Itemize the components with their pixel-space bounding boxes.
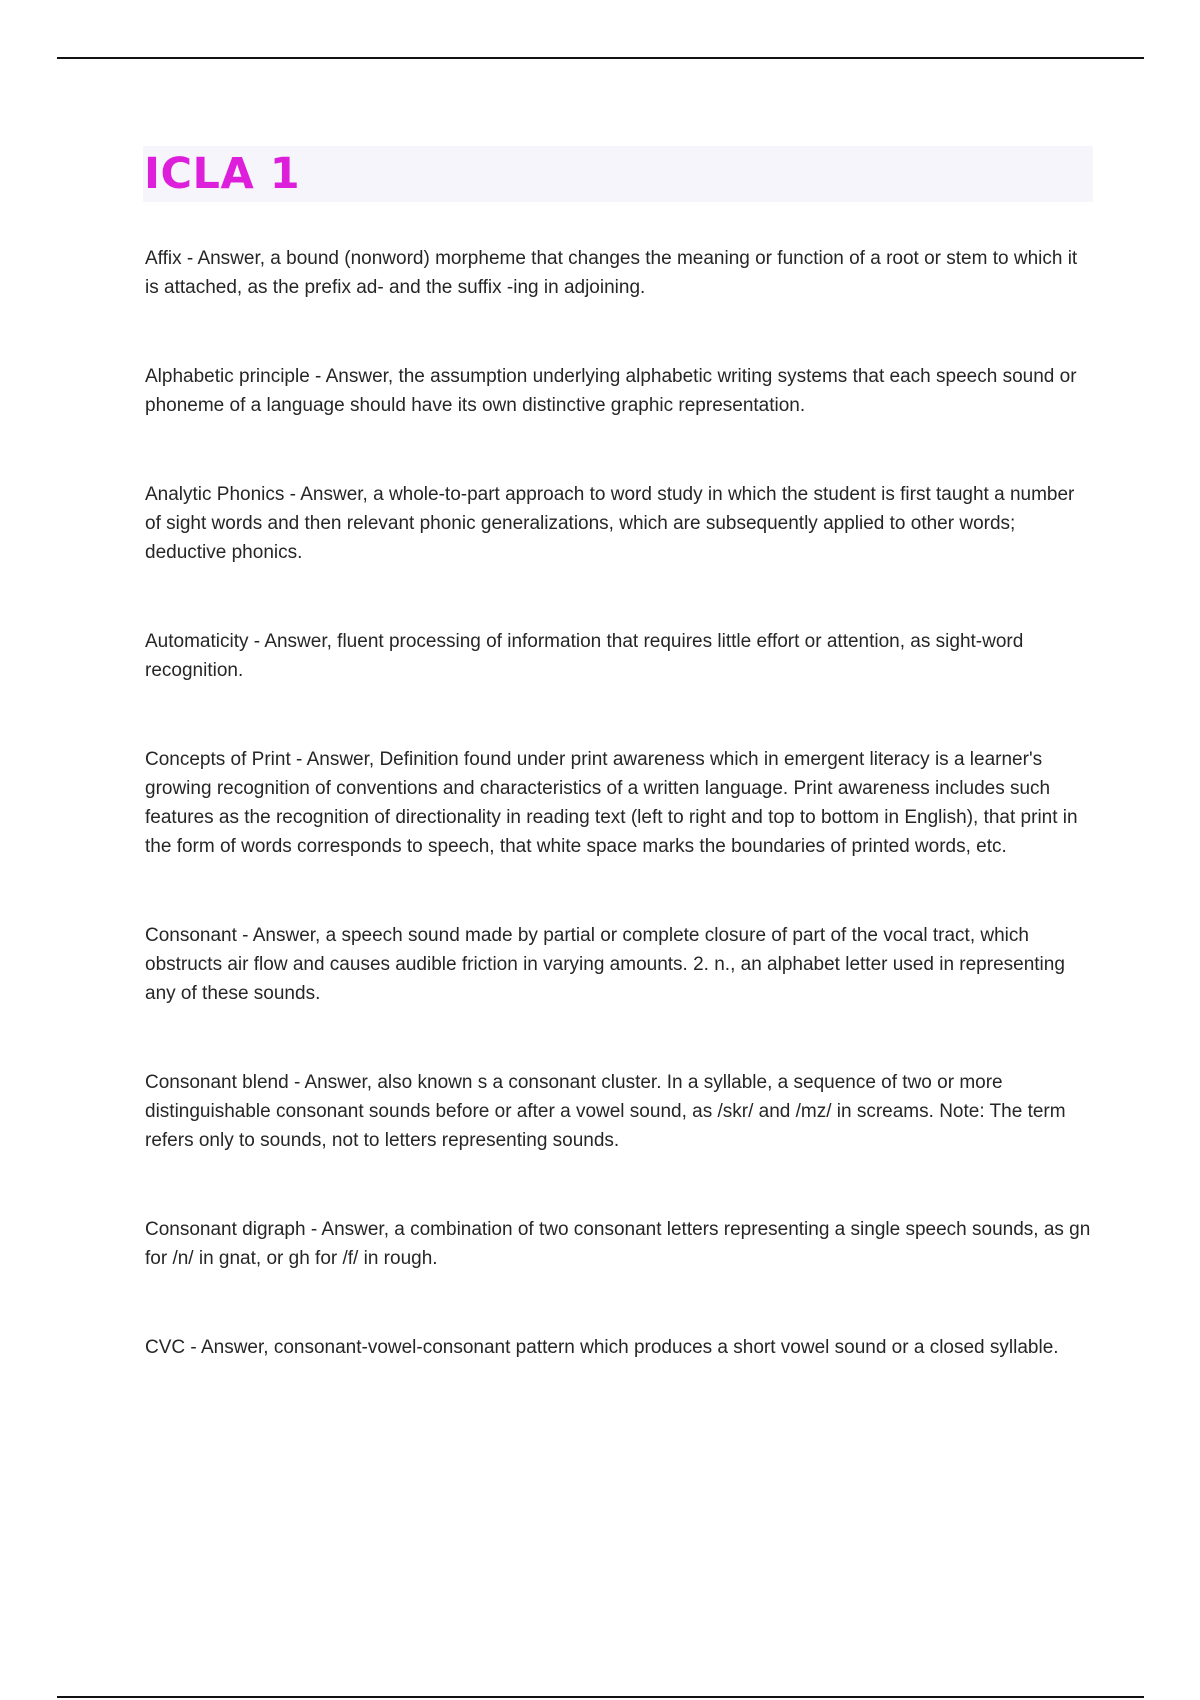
glossary-entries bbox=[145, 244, 1095, 1422]
footer-rule bbox=[57, 1696, 1144, 1698]
entry-consonant-blend: Consonant blend - Answer, also known s a consonant cluster. In a syllable, a sequence of two or more distinguishable consonant sounds before or after a vowel sound, as /skr/ and /mz/ in screams. Note: The term refers only to sounds, not to letters representing sounds. bbox=[145, 1072, 1066, 1151]
entry-alphabetic-principle: Alphabetic principle - Answer, the assumption underlying alphabetic writing systems that each speech sound or phoneme of a language should have its own distinctive graphic representation. bbox=[145, 366, 1077, 416]
entry-concepts-of-print: Concepts of Print - Answer, Definition found under print awareness which in emergent literacy is a learner's growing recognition of conventions and characteristics of a written language. Print awareness includes such features as the recognition of directionality in reading text (left to right and top to bottom in English), that print in the form of words corresponds to speech, that white space marks the boundaries of printed words, etc. bbox=[145, 749, 1078, 857]
entry-cvc: CVC - Answer, consonant-vowel-consonant pattern which produces a short vowel sound or a closed syllable. bbox=[145, 1337, 1059, 1358]
document-title: ICLA 1 bbox=[144, 149, 301, 199]
entry-automaticity: Automaticity - Answer, fluent processing of information that requires little effort or attention, as sight-word recognition. bbox=[145, 631, 1024, 681]
header-rule bbox=[57, 57, 1144, 59]
entry-consonant: Consonant - Answer, a speech sound made by partial or complete closure of part of the vocal tract, which obstructs air flow and causes audible friction in varying amounts. 2. n., an alphabet letter used in representing any of these sounds. bbox=[145, 925, 1065, 1004]
entry-consonant-digraph: Consonant digraph - Answer, a combination of two consonant letters representing a single speech sounds, as gn for /n/ in gnat, or gh for /f/ in rough. bbox=[145, 1219, 1091, 1269]
entry-analytic-phonics: Analytic Phonics - Answer, a whole-to-part approach to word study in which the student is first taught a number of sight words and then relevant phonic generalizations, which are subsequently applied to other words; deductive phonics. bbox=[145, 484, 1075, 563]
entry-affix: Affix - Answer, a bound (nonword) morpheme that changes the meaning or function of a root or stem to which it is attached, as the prefix ad- and the suffix -ing in adjoining. bbox=[145, 248, 1078, 298]
